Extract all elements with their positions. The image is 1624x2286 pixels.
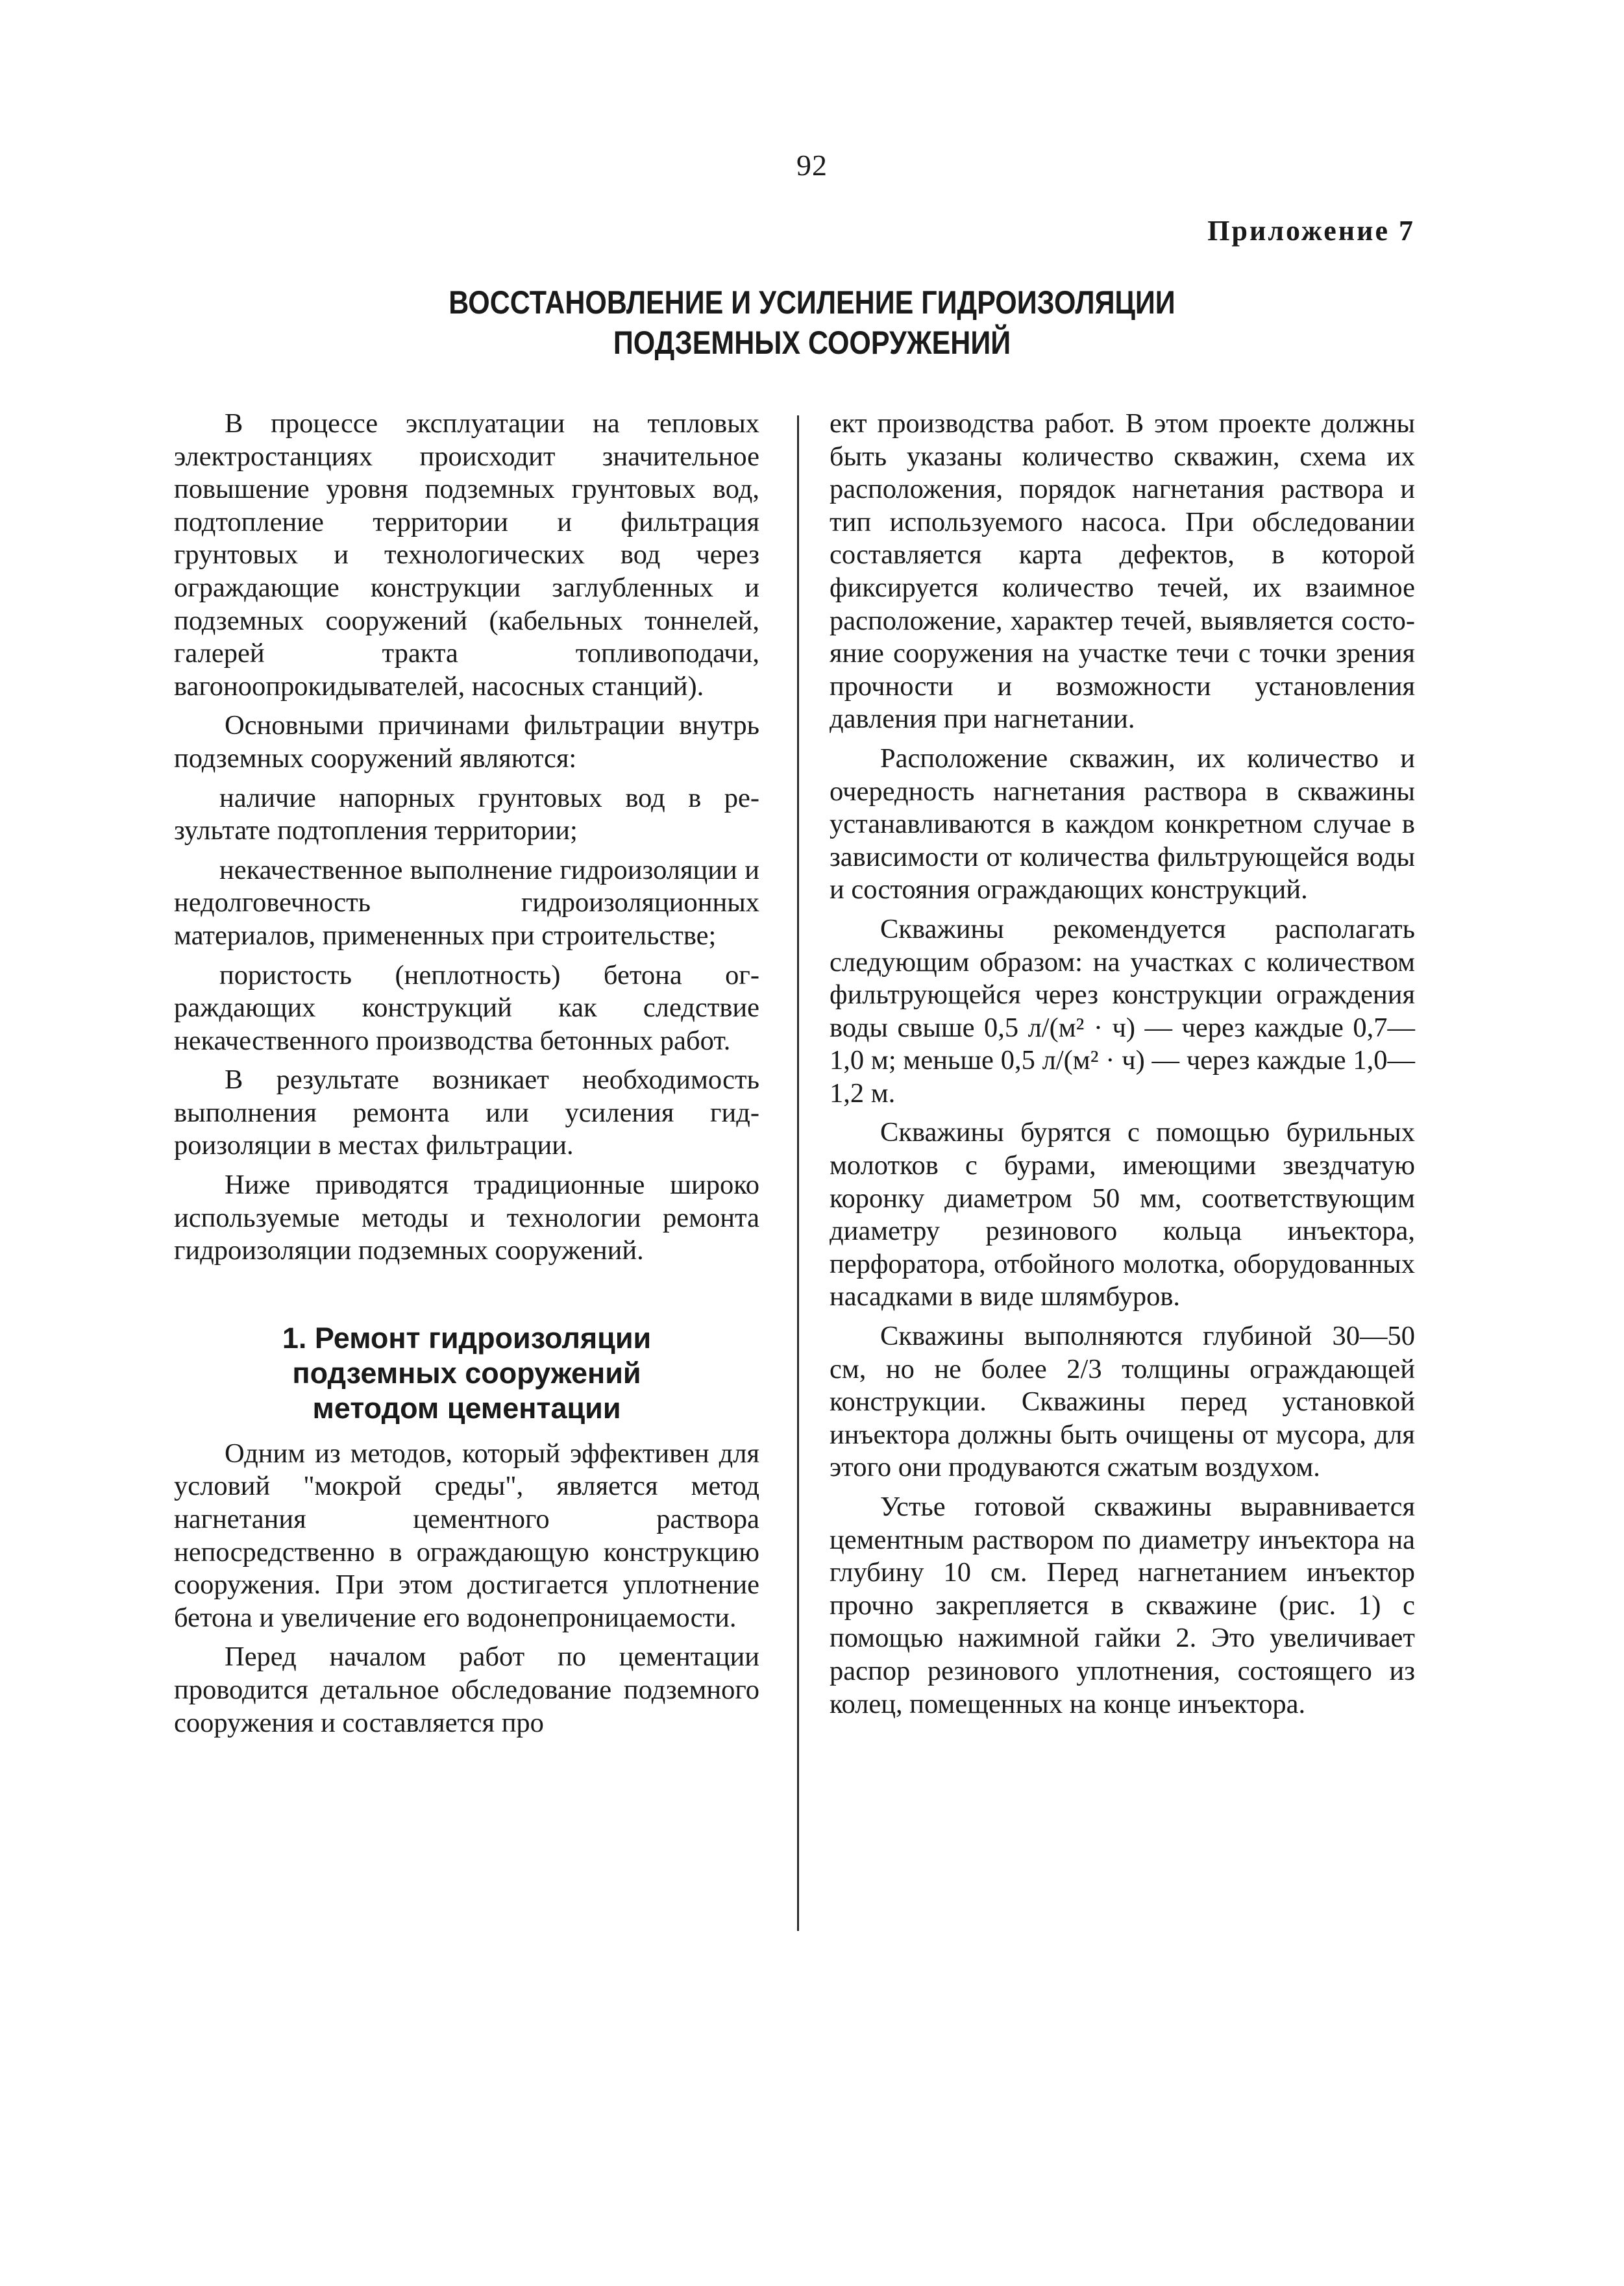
appendix-label: Приложение 7 (1207, 215, 1415, 247)
paragraph: Ниже приводятся традиционные широко используемые методы и технологии ремонта гидроизоляции подземных сооружений. (174, 1170, 759, 1266)
paragraph: Основными причинами фильтрации внутрь подземных сооружений являются: (174, 710, 759, 774)
section-heading (174, 1321, 759, 1426)
section-heading-line: методом цементации (312, 1391, 621, 1425)
title-line-1: ВОССТАНОВЛЕНИЕ И УСИЛЕНИЕ ГИДРОИЗОЛЯЦИИ (449, 284, 1175, 321)
paragraph: Одним из методов, который эффективен для условий "мокрой среды", является метод нагнетания цементного раствора непосредственно в ограждающую конструкцию сооружения. При этом достигается уплотнение бетона и увеличение его водонепроницаемости. (174, 1438, 759, 1633)
page-title (114, 282, 1510, 363)
section-heading-line: 1. Ремонт гидроизоляции (282, 1321, 652, 1355)
paragraph: В результате возникает необходимость выполнения ремонта или усиления гидроизоляции в местах фильтрации. (174, 1064, 759, 1161)
list-item: пористость (неплотность) бетона ограждающих конструкций как следствие некачественного производства бетонных работ. (174, 959, 759, 1056)
page-number: 92 (796, 149, 828, 182)
list-item: наличие напорных грунтовых вод в результате подтопления территории; (174, 782, 759, 846)
left-column (174, 408, 759, 1746)
list-item: некачественное выполнение гидроизоляции и недолговечность гидроизоляционных материалов, примененных при строительстве; (174, 854, 759, 951)
paragraph: Скважины рекомендуется располагать следующим образом: на участках с количеством фильтрующейся через конструкции ограждения воды свыше 0,5 л/(м² · ч) — через каждые 0,7—1,0 м; меньше 0,5 л/(м² · ч) — через каждые 1,0—1,2 м. (830, 913, 1415, 1109)
paragraph: ект производства работ. В этом проекте должны быть указаны количество скважин, схема их расположения, порядок нагнетания раствора и тип используемого насоса. При обследовании составляется карта дефектов, в которой фиксируется количество течей, их взаимное расположение, характер течей, выявляется состояние сооружения на участке течи с точки зрения прочности и возможности установления давления при нагнетании. (830, 408, 1415, 735)
paragraph: Расположение скважин, их количество и очередность нагнетания раствора в скважины устанавливаются в каждом конкретном случае в зависимости от количества фильтрующейся воды и состояния ограждающих конструкций. (830, 743, 1415, 905)
section-heading-line: подземных сооружений (292, 1356, 641, 1390)
paragraph: Скважины выполняются глубиной 30—50 см, но не более 2/3 толщины ограждающей конструкции. Скважины перед установкой инъектора должны быть очищены от мусора, для этого они продуваются сжатым воздухом. (830, 1321, 1415, 1483)
paragraph: Скважины бурятся с помощью бурильных молотков с бурами, имеющими звездчатую коронку диаметром 50 мм, соответствующим диаметру резинового кольца инъектора, перфоратора, отбойного молотка, оборудованных насадками в виде шлямбуров. (830, 1117, 1415, 1312)
paragraph: Устье готовой скважины выравнивается цементным раствором по диаметру инъектора на глубину 10 см. Перед нагнетанием инъектор прочно закрепляется в скважине (рис. 1) с помощью нажимной гайки 2. Это увеличивает распор резинового уплотнения, состоящего из колец, помещенных на конце инъектора. (830, 1492, 1415, 1719)
title-line-2: ПОДЗЕМНЫХ СООРУЖЕНИЙ (613, 325, 1011, 361)
paragraph: Перед началом работ по цементации проводится детальное обследование подземного сооружения и составляется про (174, 1641, 759, 1738)
column-divider (797, 415, 799, 1931)
paragraph: В процессе эксплуатации на тепловых электростанциях происходит значительное повышение уровня подземных грунтовых вод, подтопление территории и фильтрация грунтовых и технологических вод через ограждающие конструкции заглубленных и подземных сооружений (кабельных тоннелей, галерей тракта топливоподачи, вагоноопрокидывателей, насосных станций). (174, 408, 759, 702)
right-column (830, 408, 1415, 1727)
